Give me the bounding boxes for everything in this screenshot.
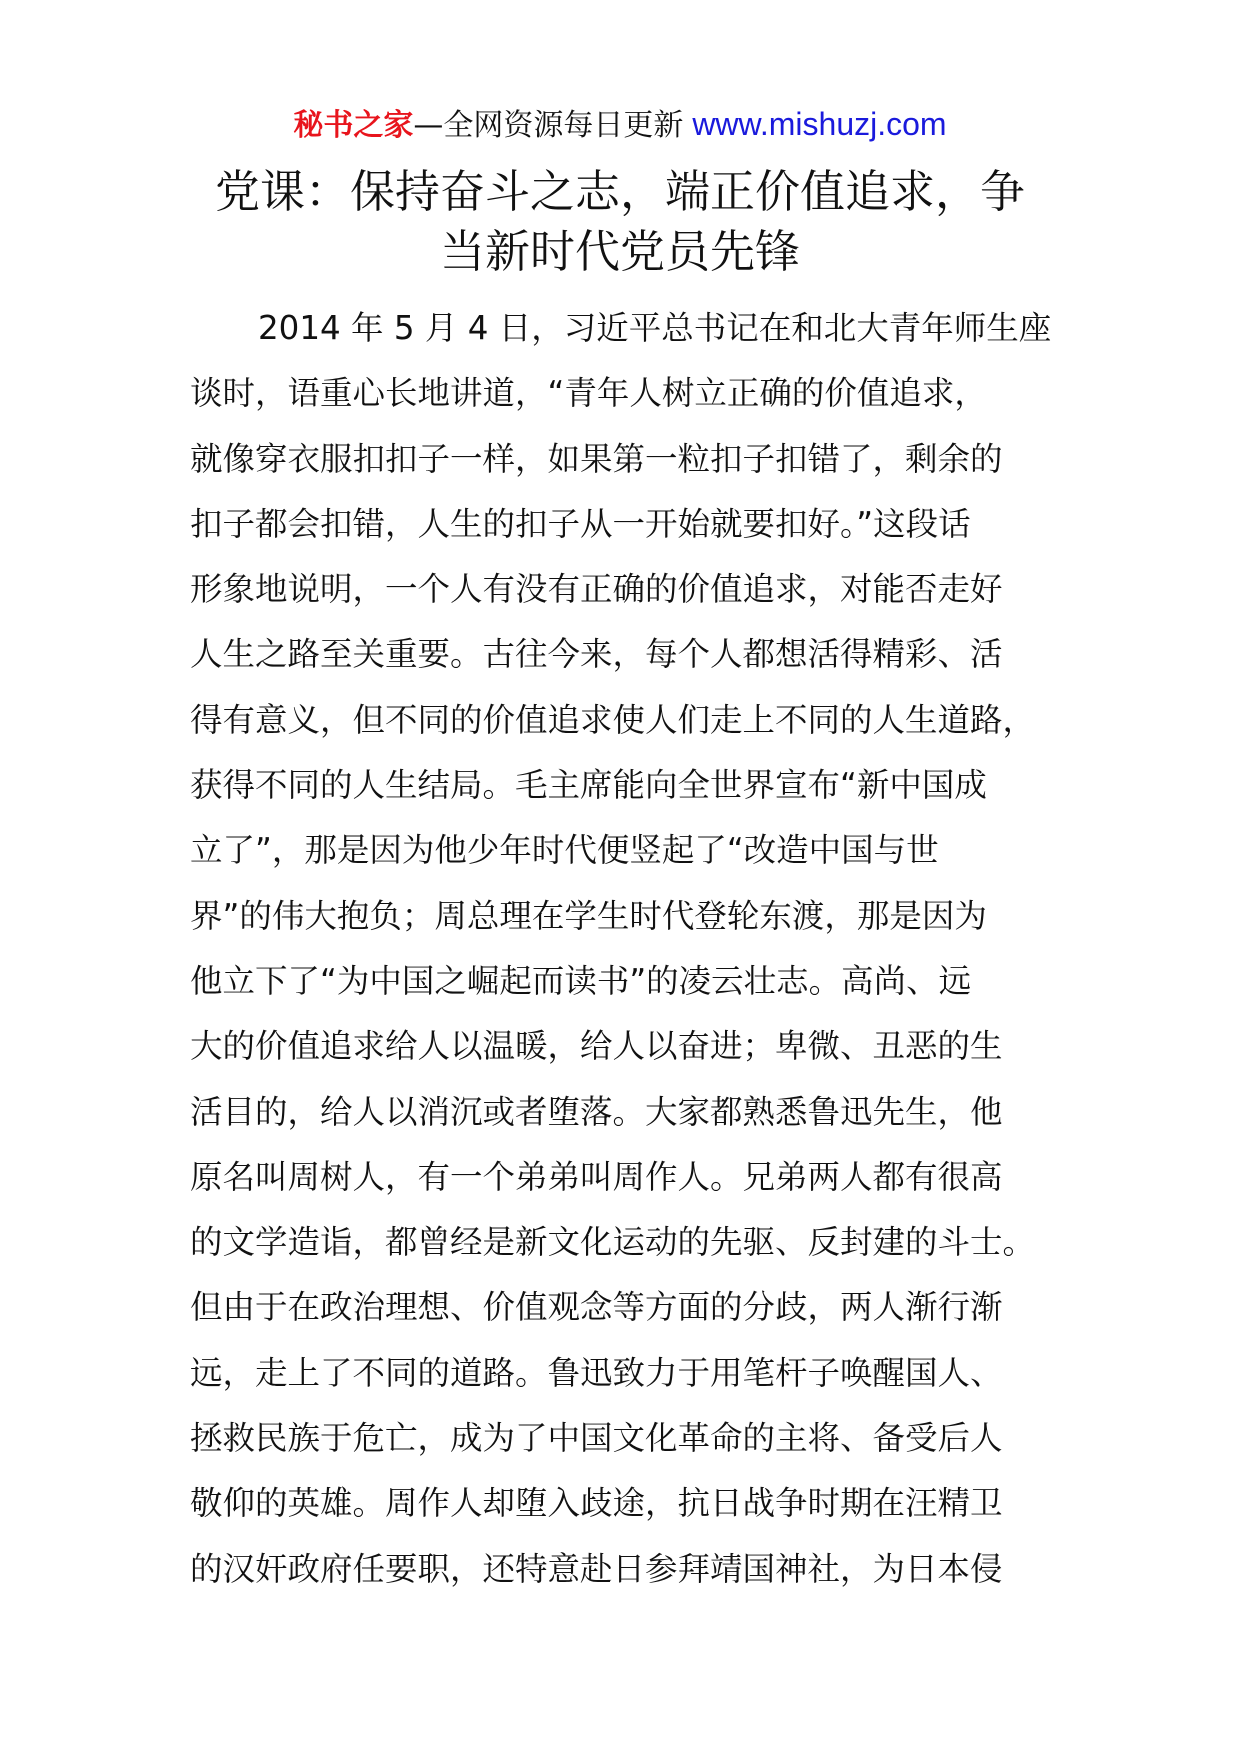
- body-line: 的文学造诣，都曾经是新文化运动的先驱、反封建的斗士。: [190, 1223, 1036, 1262]
- body-line: 2014 年 5 月 4 日，习近平总书记在和北大青年师生座: [258, 309, 1052, 347]
- body-line: 敬仰的英雄。周作人却堕入歧途，抗日战争时期在汪精卫: [190, 1484, 1003, 1523]
- body-line: 活目的，给人以消沉或者堕落。大家都熟悉鲁迅先生，他: [190, 1092, 1003, 1131]
- body-line: 但由于在政治理想、价值观念等方面的分歧，两人渐行渐: [190, 1288, 1003, 1327]
- site-tagline: —全网资源每日更新: [413, 108, 684, 143]
- title-line-1: 党课：保持奋斗之志，端正价值追求，争: [214, 165, 1025, 218]
- body-line: 他立下了“为中国之崛起而读书”的凌云壮志。高尚、远: [190, 961, 972, 1000]
- body-line: 拯救民族于危亡，成为了中国文化革命的主将、备受后人: [190, 1419, 1003, 1458]
- document-title: [190, 162, 1050, 282]
- body-line: 大的价值追求给人以温暖，给人以奋进；卑微、丑恶的生: [190, 1027, 1003, 1066]
- body-line: 界”的伟大抱负；周总理在学生时代登轮东渡，那是因为: [190, 896, 987, 935]
- document-body: [190, 296, 1070, 1602]
- body-line: 就像穿衣服扣扣子一样，如果第一粒扣子扣错了，剩余的: [190, 439, 1003, 478]
- body-line: 远，走上了不同的道路。鲁迅致力于用笔杆子唤醒国人、: [190, 1353, 1003, 1392]
- body-line: 形象地说明，一个人有没有正确的价值追求，对能否走好: [190, 570, 1003, 609]
- title-line-2: 当新时代党员先锋: [439, 225, 800, 278]
- body-line: 的汉奸政府任要职，还特意赴日参拜靖国神社，为日本侵: [190, 1549, 1003, 1588]
- site-header: [0, 100, 1240, 150]
- site-url-link[interactable]: www.mishuzj.com: [683, 106, 947, 142]
- body-line: 谈时，语重心长地讲道，“青年人树立正确的价值追求，: [190, 374, 987, 413]
- body-line: 立了”，那是因为他少年时代便竖起了“改造中国与世: [190, 831, 939, 870]
- body-line: 扣子都会扣错，人生的扣子从一开始就要扣好。”这段话: [190, 504, 971, 543]
- body-line: 人生之路至关重要。古往今来，每个人都想活得精彩、活: [190, 635, 1003, 674]
- site-brand: 秘书之家: [293, 108, 414, 143]
- body-line: 获得不同的人生结局。毛主席能向全世界宣布“新中国成: [190, 766, 987, 805]
- body-line: 得有意义，但不同的价值追求使人们走上不同的人生道路，: [190, 700, 1036, 739]
- body-line: 原名叫周树人，有一个弟弟叫周作人。兄弟两人都有很高: [190, 1157, 1003, 1196]
